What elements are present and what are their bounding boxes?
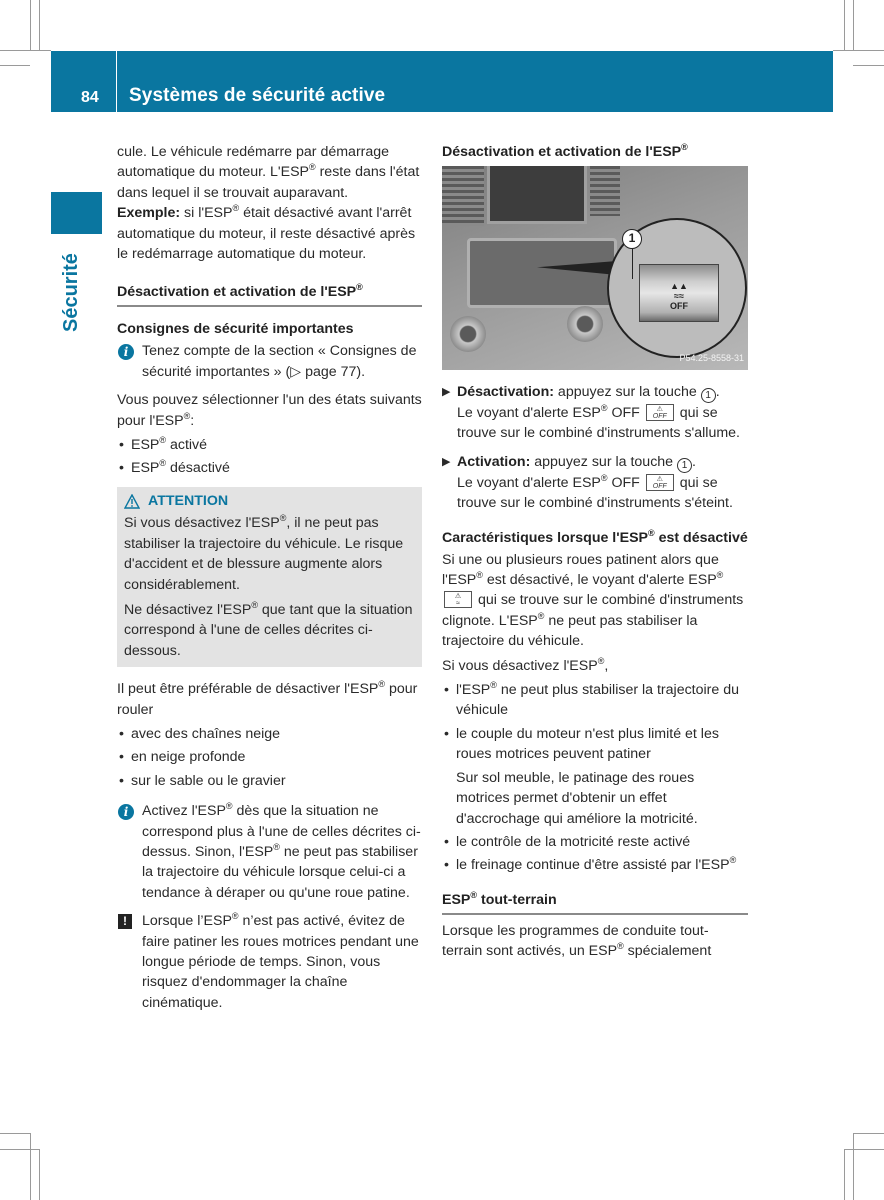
list-item: • ESP® désactivé: [117, 458, 422, 478]
crop-mark: [30, 1133, 31, 1200]
crop-mark: [844, 1149, 884, 1150]
page-header: [51, 51, 833, 112]
esp-warning-lamp-icon: ⚠ ≈: [444, 591, 472, 608]
example-label: Exemple:: [117, 205, 181, 222]
attention-text: Ne désactivez l'ESP® que tant que la situation correspond à l'une de celles décrites ci-dessous.: [124, 599, 413, 659]
crop-mark: [0, 65, 30, 66]
attention-text: Si vous désactivez l'ESP®, il ne peut pas stabiliser la trajectoire du véhicule. Le risque d'accident et de blessure augmente alors considérablement.: [124, 513, 404, 593]
crop-mark: [30, 0, 31, 50]
exclamation-icon: !: [118, 914, 132, 929]
page-title: Systèmes de sécurité active: [129, 85, 386, 106]
callout-line: [632, 249, 633, 279]
air-vent: [590, 166, 620, 216]
info-icon: i: [118, 344, 134, 360]
center-console: [467, 238, 617, 308]
safety-heading: Consignes de sécurité importantes: [117, 321, 354, 338]
climate-knob: [450, 316, 486, 352]
step-activation: ▶ Activation: appuyez sur la touche 1 . Le voyant d'alerte ESP® OFF ⚠ OFF qui se trouve sur le combiné d'instruments s'éteint.: [442, 453, 733, 512]
preferable-paragraph: Il peut être préférable de désactiver l'ESP® pour rouler: [117, 679, 418, 718]
crop-mark: [0, 1133, 30, 1134]
step-arrow-icon: ▶: [442, 386, 451, 398]
characteristics-paragraph: Si vous désactivez l'ESP®,: [442, 655, 609, 674]
list-item: • le couple du moteur n'est plus limité et les roues motrices peuvent patiner: [442, 724, 748, 765]
crop-mark: [844, 1149, 845, 1200]
section-tab-label: Sécurité: [60, 253, 82, 332]
safety-note-text[interactable]: Tenez compte de la section « Consignes de sécurité importantes » (▷ page 77).: [142, 343, 417, 380]
attention-title: ATTENTION: [148, 492, 229, 509]
list-item: • l'ESP® ne peut plus stabiliser la trajectoire du véhicule: [442, 680, 748, 721]
climate-knob: [567, 306, 603, 342]
offroad-heading: ESP® tout-terrain: [442, 890, 748, 915]
info-note: i Activez l'ESP® dès que la situation ne correspond plus à l'une de celles décrites ci-dessus. Sinon, l'ESP® ne peut pas stabiliser la trajectoire du véhicule lorsque celui-ci a tendance à déraper ou qu'une roue patine.: [117, 801, 422, 903]
step-arrow-icon: ▶: [442, 455, 451, 468]
crop-mark: [853, 65, 884, 66]
list-item: • le freinage continue d'être assisté par l'ESP®: [442, 855, 748, 875]
states-intro: Vous pouvez sélectionner l'un des états suivants pour l'ESP®:: [117, 392, 422, 429]
crop-mark: [39, 0, 40, 51]
crop-mark: [833, 50, 884, 51]
crop-mark: [853, 1133, 884, 1134]
display-screen: [487, 166, 587, 224]
warning-note: ! Lorsque l’ESP® n’est pas activé, évitez de faire patiner les roues motrices pendant une longue période de temps. Sinon, vous risquez d'endommager la chaîne cinématique.: [117, 911, 422, 1013]
info-note: [117, 341, 422, 382]
callout-ref: 1: [677, 458, 692, 473]
esp-off-warning-lamp-icon: ⚠ OFF: [646, 404, 674, 421]
warning-triangle-icon: [124, 494, 140, 509]
figure-heading: Désactivation et activation de l'ESP®: [442, 142, 688, 160]
callout-marker: 1: [622, 229, 642, 249]
list-item-detail: Sur sol meuble, le patinage des roues motrices permet d'obtenir un effet d'accrochage qui améliore la motricité.: [456, 769, 698, 827]
page-number: 84: [81, 89, 99, 106]
crop-mark: [844, 0, 845, 51]
esp-off-warning-lamp-icon: ⚠ OFF: [646, 474, 674, 491]
list-item: • ESP® activé: [117, 435, 422, 455]
attention-box: [117, 487, 422, 667]
esp-off-button: [639, 264, 719, 322]
info-icon: i: [118, 804, 134, 820]
list-item: • en neige profonde: [117, 747, 422, 767]
crop-mark: [0, 1149, 39, 1150]
header-divider: [116, 51, 117, 112]
left-column: [117, 142, 422, 1021]
list-item: • avec des chaînes neige: [117, 724, 422, 744]
characteristics-heading: Caractéristiques lorsque l'ESP® est désactivé: [442, 527, 748, 546]
air-vent: [442, 166, 484, 226]
crop-mark: [853, 0, 854, 51]
step-deactivation: ▶ Désactivation: appuyez sur la touche 1 . Le voyant d'alerte ESP® OFF ⚠ OFF qui se trouve sur le combiné d'instruments s'allume.: [442, 384, 740, 442]
section-heading: Désactivation et activation de l'ESP®: [117, 282, 422, 307]
dashboard-illustration: [442, 166, 748, 370]
offroad-paragraph: Lorsque les programmes de conduite tout-terrain sont activés, un ESP® spécialement: [442, 922, 712, 960]
characteristics-paragraph: Si une ou plusieurs roues patinent alors que l'ESP® est désactivé, le voyant d'alerte ESP® ⚠ ≈ qui se trouve sur le combiné d'instruments clignote. L'ESP® ne peut pas stabiliser la trajectoire du véhicule.: [442, 551, 744, 650]
crop-mark: [39, 1149, 40, 1200]
right-column: [442, 142, 748, 966]
crop-mark: [853, 1133, 854, 1200]
section-tab-marker: [51, 192, 102, 234]
list-item: • le contrôle de la motricité reste activé: [442, 832, 748, 852]
intro-paragraph: cule. Le véhicule redémarre par démarrage automatique du moteur. L'ESP® reste dans l'état dans lequel il se trouvait auparavant. Exemple: si l'ESP® était désactivé avant l'arrêt automatique du moteur, il reste désactivé après le redémarrage automatique du moteur.: [117, 144, 420, 263]
list-item: • sur le sable ou le gravier: [117, 771, 422, 791]
callout-ref: 1: [701, 388, 716, 403]
crop-mark: [0, 50, 51, 51]
esp-off-icon: ▲▲ ≈≈ OFF: [670, 281, 688, 311]
figure-code: P54.25-8558-31: [679, 352, 744, 363]
